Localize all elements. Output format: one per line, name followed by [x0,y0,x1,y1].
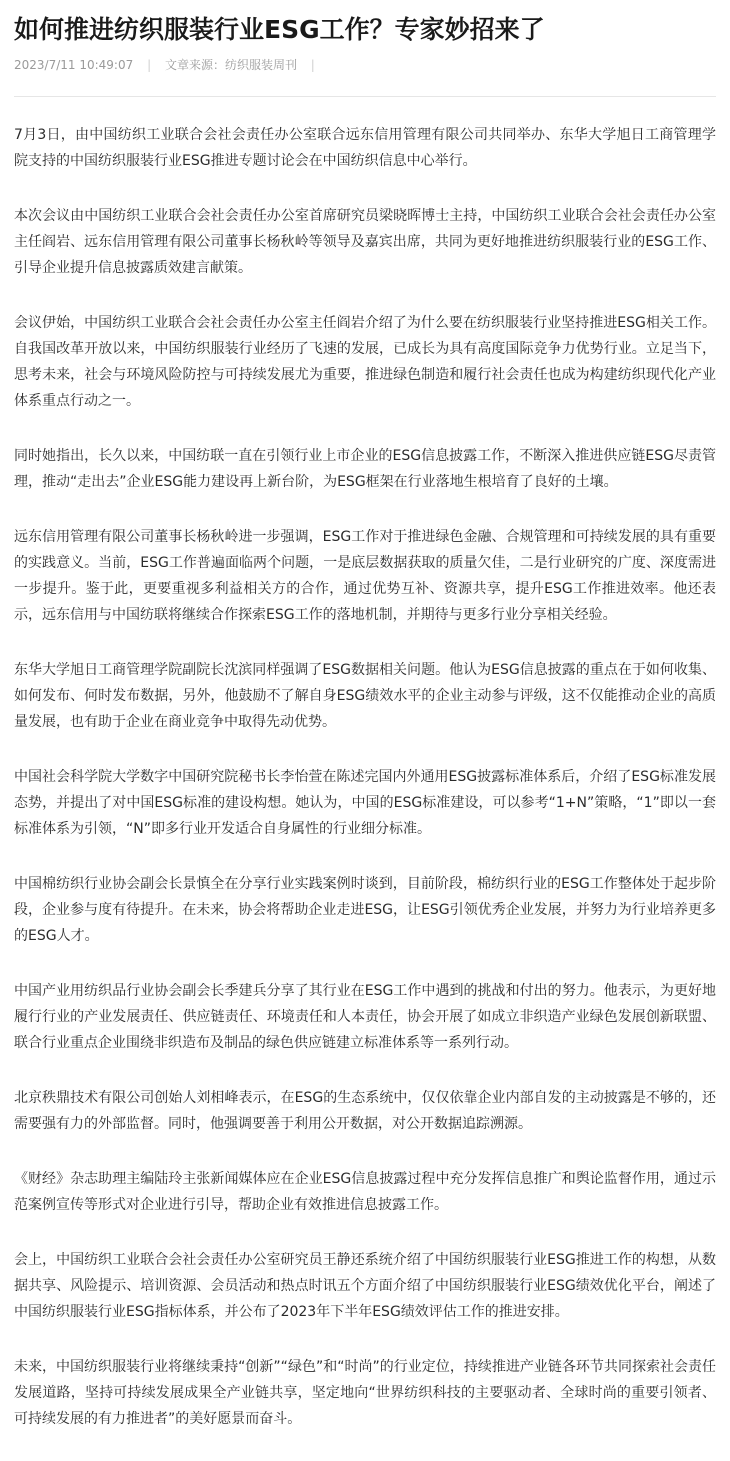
article-body [14,122,716,1461]
title-divider [14,96,716,97]
paragraph: 《财经》杂志助理主编陆玲主张新闻媒体应在企业ESG信息披露过程中充分发挥信息推广和舆论监督作用，通过示范案例宣传等形式对企业进行引导，帮助企业有效推进信息披露工作。 [14,1171,716,1213]
meta-separator: | [310,58,315,72]
article-title: 如何推进纺织服装行业ESG工作？专家妙招来了 [14,15,545,44]
article-source: 文章来源：纺织服装周刊 [164,58,297,72]
paragraph: 会上，中国纺织工业联合会社会责任办公室研究员王静还系统介绍了中国纺织服装行业ESG推进工作的构想，从数据共享、风险提示、培训资源、会员活动和热点时讯五个方面介绍了中国纺织服装行业ESG绩效优化平台，阐述了中国纺织服装行业ESG指标体系，并公布了2023年下半年ESG绩效评估工作的推进安排。 [14,1252,716,1320]
meta-separator: | [147,58,152,72]
paragraph: 本次会议由中国纺织工业联合会社会责任办公室首席研究员梁晓晖博士主持，中国纺织工业联合会社会责任办公室主任阎岩、远东信用管理有限公司董事长杨秋岭等领导及嘉宾出席，共同为更好地推进纺织服装行业的ESG工作、引导企业提升信息披露质效建言献策。 [14,208,716,276]
paragraph: 中国社会科学院大学数字中国研究院秘书长李怡萱在陈述完国内外通用ESG披露标准体系后，介绍了ESG标准发展态势，并提出了对中国ESG标准的建设构想。她认为，中国的ESG标准建设，可以参考“1+N”策略，“1”即以一套标准体系为引领，“N”即多行业开发适合自身属性的行业细分标准。 [14,769,716,837]
publish-date: 2023/7/11 10:49:07 [14,58,134,72]
paragraph: 中国棉纺织行业协会副会长景慎全在分享行业实践案例时谈到，目前阶段，棉纺织行业的ESG工作整体处于起步阶段，企业参与度有待提升。在未来，协会将帮助企业走进ESG，让ESG引领优秀企业发展，并努力为行业培养更多的ESG人才。 [14,876,716,944]
paragraph: 7月3日，由中国纺织工业联合会社会责任办公室联合远东信用管理有限公司共同举办、东华大学旭日工商管理学院支持的中国纺织服装行业ESG推进专题讨论会在中国纺织信息中心举行。 [14,127,716,169]
paragraph: 中国产业用纺织品行业协会副会长季建兵分享了其行业在ESG工作中遇到的挑战和付出的努力。他表示，为更好地履行行业的产业发展责任、供应链责任、环境责任和人本责任，协会开展了如成立非织造产业绿色发展创新联盟、联合行业重点企业围绕非织造布及制品的绿色供应链建立标准体系等一系列行动。 [14,983,716,1051]
paragraph: 会议伊始，中国纺织工业联合会社会责任办公室主任阎岩介绍了为什么要在纺织服装行业坚持推进ESG相关工作。自我国改革开放以来，中国纺织服装行业经历了飞速的发展，已成长为具有高度国际竞争力优势行业。立足当下，思考未来，社会与环境风险防控与可持续发展尤为重要，推进绿色制造和履行社会责任也成为构建纺织现代化产业体系重点行动之一。 [14,315,716,409]
paragraph: 远东信用管理有限公司董事长杨秋岭进一步强调，ESG工作对于推进绿色金融、合规管理和可持续发展的具有重要的实践意义。当前，ESG工作普遍面临两个问题，一是底层数据获取的质量欠佳，二是行业研究的广度、深度需进一步提升。鉴于此，更要重视多利益相关方的合作，通过优势互补、资源共享，提升ESG工作推进效率。他还表示，远东信用与中国纺联将继续合作探索ESG工作的落地机制，并期待与更多行业分享相关经验。 [14,529,716,623]
paragraph: 东华大学旭日工商管理学院副院长沈滨同样强调了ESG数据相关问题。他认为ESG信息披露的重点在于如何收集、如何发布、何时发布数据，另外，他鼓励不了解自身ESG绩效水平的企业主动参与评级，这不仅能推动企业的高质量发展，也有助于企业在商业竞争中取得先动优势。 [14,662,716,730]
paragraph: 未来，中国纺织服装行业将继续秉持“创新”“绿色”和“时尚”的行业定位，持续推进产业链各环节共同探索社会责任发展道路，坚持可持续发展成果全产业链共享，坚定地向“世界纺织科技的主要驱动者、全球时尚的重要引领者、可持续发展的有力推进者”的美好愿景而奋斗。 [14,1359,716,1427]
article-meta [14,56,325,74]
paragraph: 北京秩鼎技术有限公司创始人刘相峰表示，在ESG的生态系统中，仅仅依靠企业内部自发的主动披露是不够的，还需要强有力的外部监督。同时，他强调要善于利用公开数据，对公开数据追踪溯源。 [14,1090,716,1132]
paragraph: 同时她指出，长久以来，中国纺联一直在引领行业上市企业的ESG信息披露工作，不断深入推进供应链ESG尽责管理，推动“走出去”企业ESG能力建设再上新台阶，为ESG框架在行业落地生根培育了良好的土壤。 [14,448,716,490]
